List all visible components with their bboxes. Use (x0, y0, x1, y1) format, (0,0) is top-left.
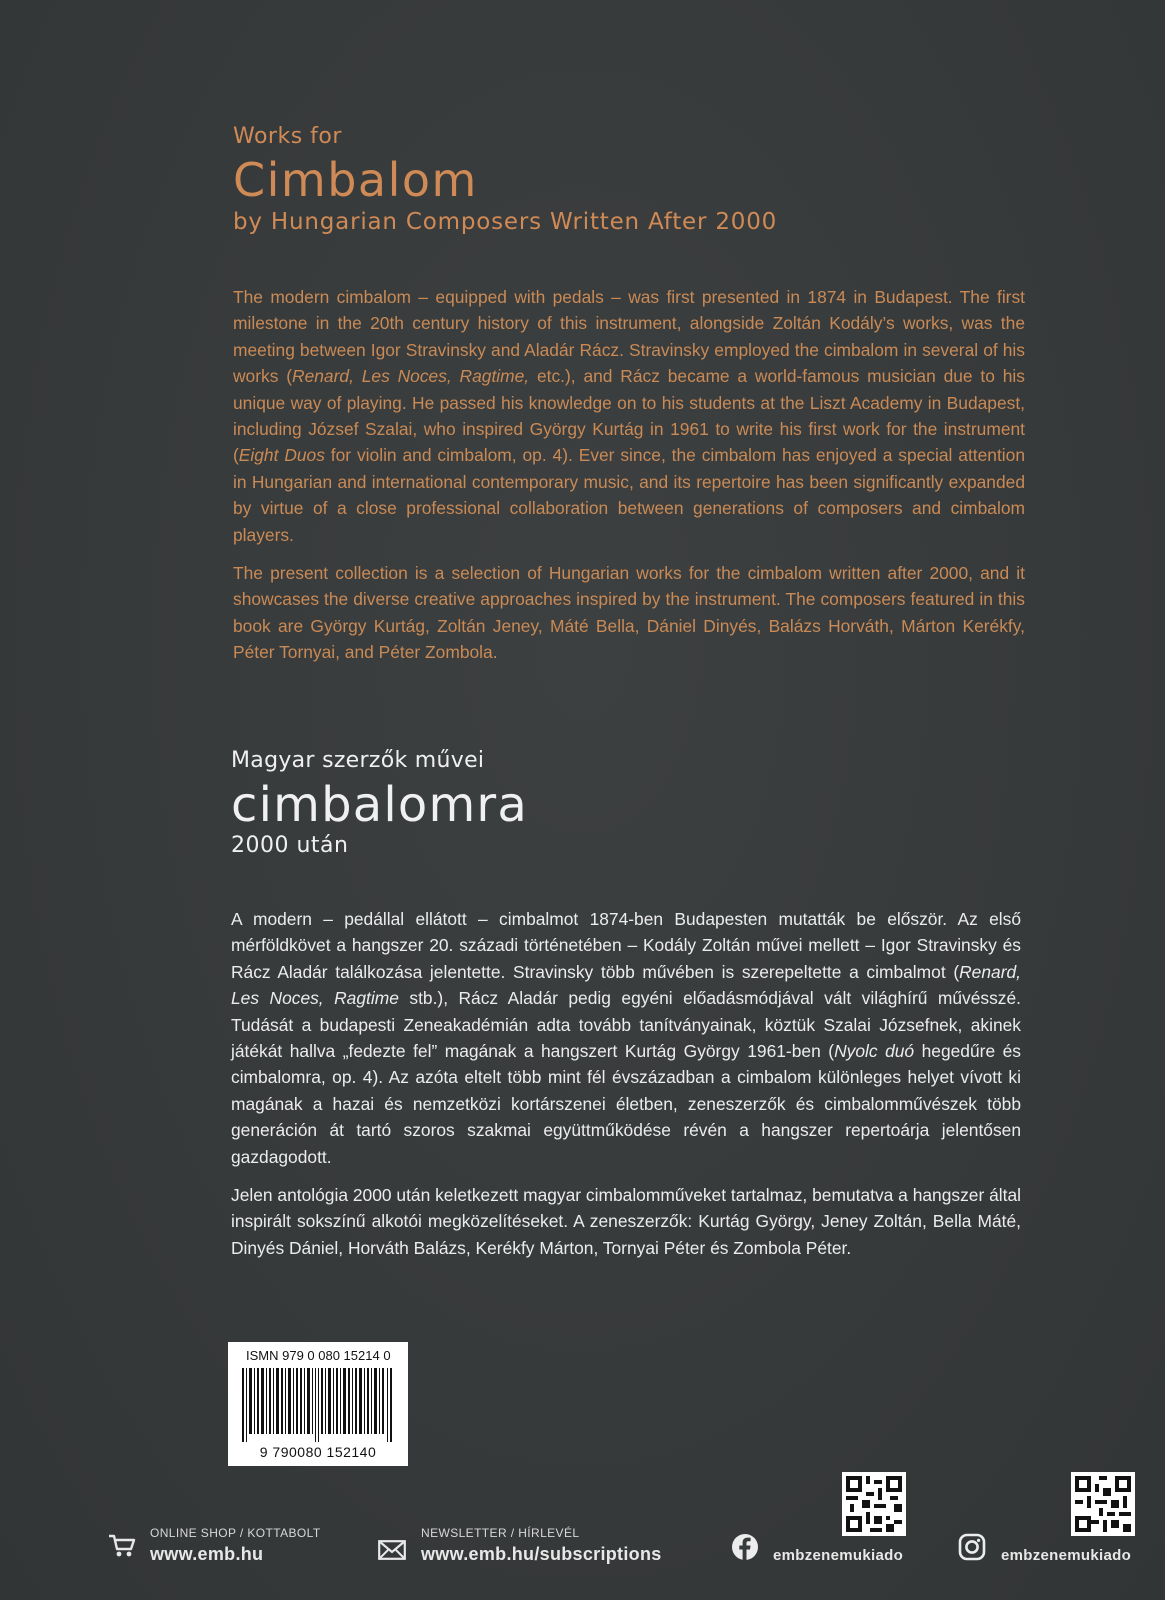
qr-code-instagram[interactable] (1071, 1472, 1135, 1536)
hungarian-subtitle: 2000 után (231, 833, 349, 858)
hungarian-paragraph-1 (231, 906, 1021, 1170)
ismn-label: ISMN 979 0 080 15214 0 (246, 1348, 391, 1363)
english-p1-text-c: for violin and cimbalom, op. 4). Ever since, the cimbalom has enjoyed a special attention in Hungarian and international contemporary music, and its repertoire has been significantly expanded by virtue of a close professional collaboration between generations of composers and cimbalom players. (233, 445, 1025, 545)
english-paragraph-2: The present collection is a selection of Hungarian works for the cimbalom written after 2000, and it showcases the diverse creative approaches inspired by the instrument. The composers featured in this book are György Kurtág, Zoltán Jeney, Máté Bella, Dániel Dinyés, Balázs Horváth, Márton Kerékfy, Péter Tornyai, and Péter Zombola. (233, 563, 1025, 663)
english-subtitle: by Hungarian Composers Written After 2000 (233, 209, 778, 235)
shop-link[interactable] (150, 1526, 321, 1565)
facebook-handle[interactable]: embzenemukiado (773, 1547, 904, 1564)
shop-url[interactable]: www.emb.hu (150, 1544, 264, 1564)
cart-icon (108, 1533, 136, 1559)
hungarian-body (231, 906, 1021, 1273)
barcode-bars (242, 1368, 394, 1442)
barcode-box (228, 1342, 408, 1466)
hungarian-p1-text-a: A modern – pedállal ellátott – cimbalmot 1874-ben Budapesten mutatták be először. Az első mérföldkövet a hangszer 20. századi történetében – Kodály Zoltán művei mellett – Igor Stravinsky és Rácz Aladár találkozása jelentette. Stravinsky több művében is szerepeltette a cimbalmot ( (231, 909, 1021, 982)
barcode-number: 9 790080 152140 (259, 1444, 377, 1460)
english-body (233, 284, 1025, 678)
hungarian-p1-text-c: hegedűre és cimbalomra, op. 4). Az azóta eltelt több mint fél évszázadban a cimbalom különleges helyet vívott ki magának a hazai és nemzetközi kortárszenei életben, zeneszerzők és cimbalomművészek több generáción át tartó szoros szakmai együttműködése révén a hangszer repertoárja jelentősen gazdagodott. (231, 1041, 1021, 1167)
hungarian-paragraph-2: Jelen antológia 2000 után keletkezett magyar cimbalomműveket tartalmaz, bemutatva a hangszer által inspirált sokszínű alkotói megközelítéseket. A zeneszerzők: Kurtág György, Jeney Zoltán, Bella Máté, Dinyés Dániel, Horváth Balázs, Kerékfy Márton, Tornyai Péter és Zombola Péter. (231, 1185, 1021, 1258)
newsletter-label: NEWSLETTER / HÍRLEVÉL (421, 1526, 580, 1540)
hungarian-p1-italic-duo: Nyolc duó (834, 1041, 915, 1062)
newsletter-url[interactable]: www.emb.hu/subscriptions (421, 1544, 662, 1564)
english-p1-text-b: etc.), and Rácz became a world-famous musician due to his unique way of playing. He passed his knowledge on to his students at the Liszt Academy in Budapest, including József Szalai, who inspired György Kurtág in 1961 to write his first work for the instrument ( (233, 366, 1025, 466)
english-p1-italic-works: Renard, Les Noces, Ragtime, (292, 366, 530, 387)
qr-code-icon (846, 1476, 902, 1532)
qr-code-icon (1075, 1476, 1131, 1532)
english-paragraph-1 (233, 284, 1025, 548)
english-pretitle: Works for (233, 124, 342, 149)
english-p1-text-a: The modern cimbalom – equipped with pedals – was first presented in 1874 in Budapest. The first milestone in the 20th century history of this instrument, alongside Zoltán Kodály’s works, was the meeting between Igor Stravinsky and Aladár Rácz. Stravinsky employed the cimbalom in several of his works ( (233, 287, 1025, 387)
facebook-icon[interactable] (731, 1533, 759, 1561)
hungarian-pretitle: Magyar szerzők művei (231, 748, 485, 773)
instagram-icon[interactable] (958, 1533, 986, 1561)
hungarian-p1-text-b: stb.), Rácz Aladár pedig egyéni előadásmódjával vált világhírű művésszé. Tudását a budapesti Zeneakadémián adta tovább tanítványainak, köztük Szalai Józsefnek, akinek játékát hallva „fedezte fel” magának a hangszert Kurtág György 1961-ben ( (231, 988, 1021, 1062)
hungarian-p1-italic-works: Renard, Les Noces, Ragtime (231, 961, 1021, 1009)
qr-code-facebook[interactable] (842, 1472, 906, 1536)
english-heading (233, 124, 777, 235)
english-p1-italic-duos: Eight Duos (238, 445, 325, 466)
shop-label: ONLINE SHOP / KOTTABOLT (150, 1526, 321, 1540)
hungarian-title: cimbalomra (231, 777, 528, 833)
mail-icon (378, 1540, 406, 1560)
hungarian-heading (231, 748, 528, 858)
newsletter-link[interactable] (421, 1526, 662, 1565)
instagram-handle[interactable]: embzenemukiado (1001, 1547, 1132, 1564)
english-title: Cimbalom (233, 153, 478, 207)
